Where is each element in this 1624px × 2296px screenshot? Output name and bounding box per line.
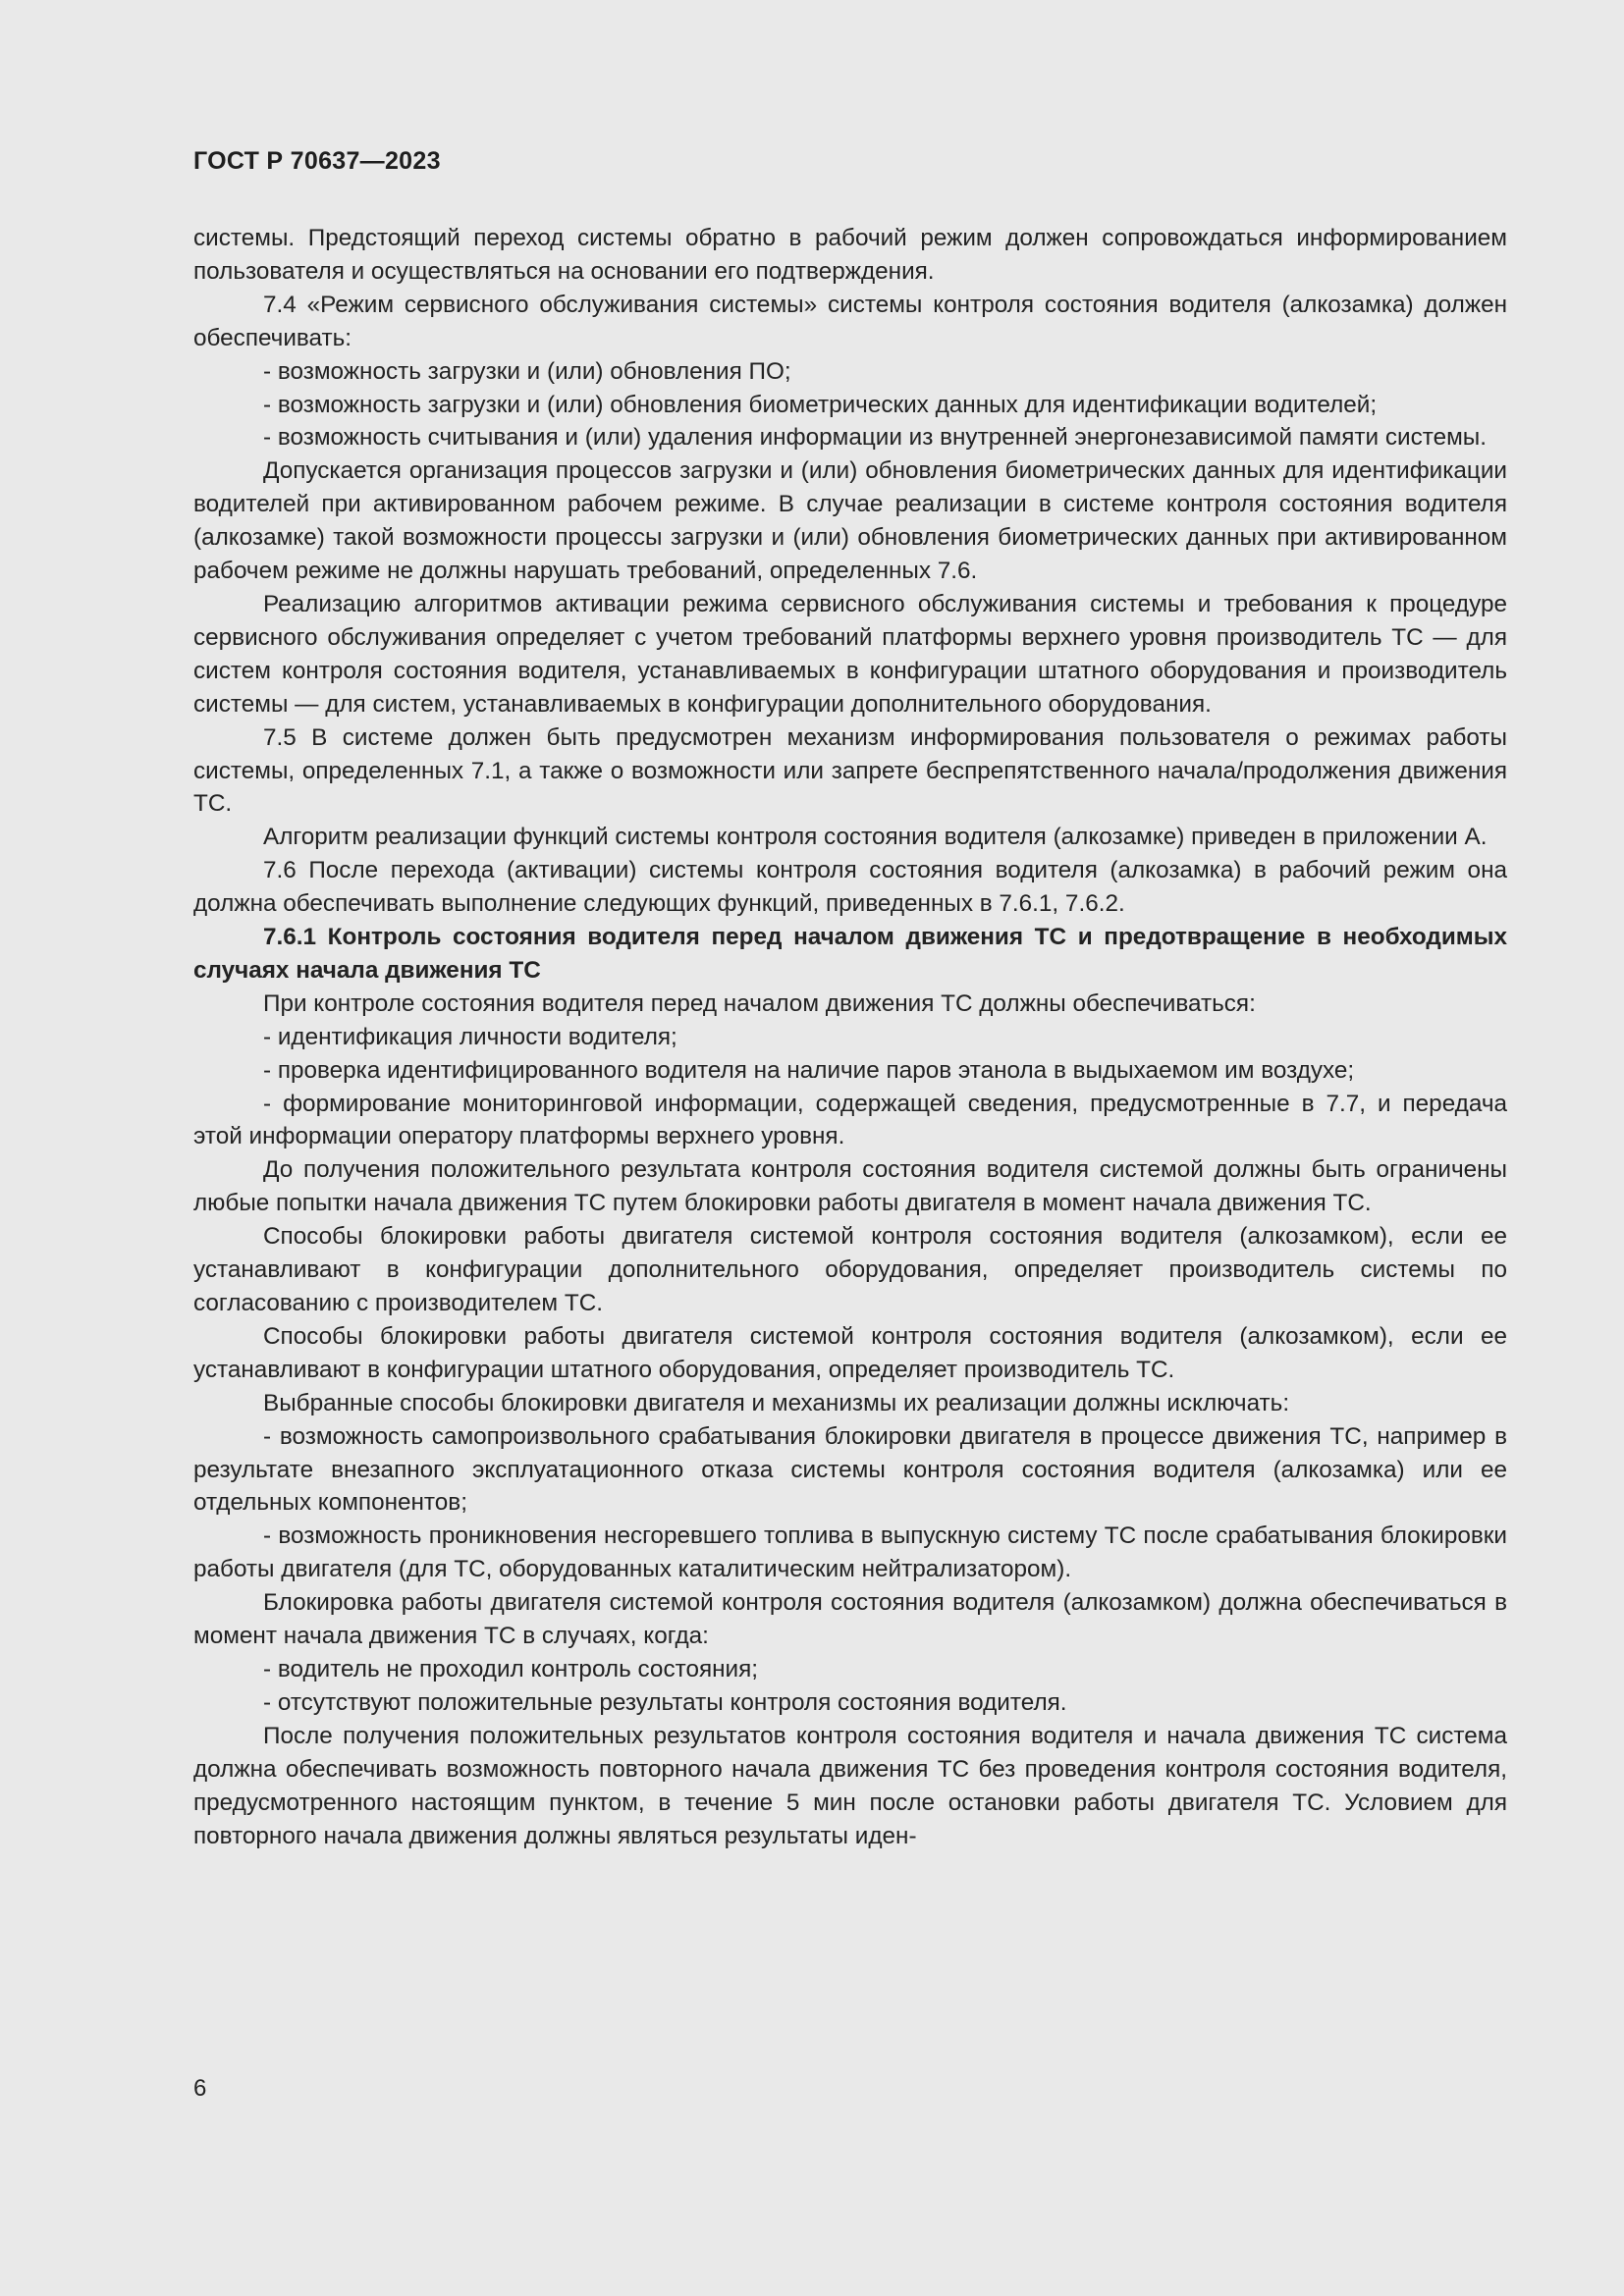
list-item: - возможность загрузки и (или) обновления ПО; [263, 357, 791, 385]
clause-7-5: 7.5 В системе должен быть предусмотрен механизм информирования пользователя о режимах работы системы, определенных 7.1, а также о возможности или запрете беспрепятственного начала/продолжения движения ТС. [193, 723, 1507, 818]
list-item: - возможность самопроизвольного срабатывания блокировки двигателя в процессе движения ТС, например в результате внезапного эксплуатационного отказа системы контроля состояния водителя (алкозамка) или ее отдельных компонентов; [193, 1422, 1507, 1517]
clause-7-4: 7.4 «Режим сервисного обслуживания системы» системы контроля состояния водителя (алкозамка) должен обеспечивать: [193, 291, 1507, 351]
paragraph: Выбранные способы блокировки двигателя и механизмы их реализации должны исключать: [263, 1389, 1290, 1416]
list-item: - идентификация личности водителя; [263, 1023, 677, 1050]
document-body [193, 222, 1507, 1852]
list-item: - возможность загрузки и (или) обновления биометрических данных для идентификации водителей; [263, 391, 1378, 418]
paragraph: Допускается организация процессов загрузки и (или) обновления биометрических данных для идентификации водителей при активированном рабочем режиме. В случае реализации в системе контроля состояния водителя (алкозамке) такой возможности процессы загрузки и (или) обновления биометрических данных при активированном рабочем режиме не должны нарушать требований, определенных 7.6. [193, 457, 1507, 585]
paragraph: Блокировка работы двигателя системой контроля состояния водителя (алкозамком) должна обеспечиваться в момент начала движения ТС в случаях, когда: [193, 1589, 1507, 1650]
paragraph: После получения положительных результатов контроля состояния водителя и начала движения ТС система должна обеспечивать возможность повторного начала движения ТС без проведения контроля состояния водителя, предусмотренного настоящим пунктом, в течение 5 мин после остановки работы двигателя ТС. Условием для повторного начала движения должны являться результаты иден- [193, 1722, 1507, 1849]
document-header: ГОСТ Р 70637—2023 [193, 147, 441, 175]
clause-7-6: 7.6 После перехода (активации) системы контроля состояния водителя (алкозамка) в рабочий режим она должна обеспечивать выполнение следующих функций, приведенных в 7.6.1, 7.6.2. [193, 857, 1507, 918]
paragraph: При контроле состояния водителя перед началом движения ТС должны обеспечиваться: [263, 989, 1256, 1017]
list-item: - проверка идентифицированного водителя на наличие паров этанола в выдыхаемом им воздухе; [263, 1056, 1355, 1084]
list-item: - формирование мониторинговой информации, содержащей сведения, предусмотренные в 7.7, и передача этой информации оператору платформы верхнего уровня. [193, 1090, 1507, 1150]
paragraph: Способы блокировки работы двигателя системой контроля состояния водителя (алкозамком), если ее устанавливают в конфигурации дополнительного оборудования, определяет производитель системы по согласованию с производителем ТС. [193, 1223, 1507, 1316]
paragraph: Алгоритм реализации функций системы контроля состояния водителя (алкозамке) приведен в приложении А. [263, 824, 1488, 851]
list-item: - водитель не проходил контроль состояния; [263, 1655, 759, 1682]
paragraph: До получения положительного результата контроля состояния водителя системой должны быть ограничены любые попытки начала движения ТС путем блокировки работы двигателя в момент начала движения ТС. [193, 1156, 1507, 1217]
paragraph: Способы блокировки работы двигателя системой контроля состояния водителя (алкозамком), если ее устанавливают в конфигурации штатного оборудования, определяет производитель ТС. [193, 1322, 1507, 1383]
list-item: - возможность проникновения несгоревшего топлива в выпускную систему ТС после срабатывания блокировки работы двигателя (для ТС, оборудованных каталитическим нейтрализатором). [193, 1522, 1507, 1583]
paragraph: Реализацию алгоритмов активации режима сервисного обслуживания системы и требования к процедуре сервисного обслуживания определяет с учетом требований платформы верхнего уровня производитель ТС — для систем контроля состояния водителя, устанавливаемых в конфигурации штатного оборудования и производитель системы — для систем, устанавливаемых в конфигурации дополнительного оборудования. [193, 590, 1507, 718]
page-number: 6 [193, 2075, 207, 2102]
paragraph: системы. Предстоящий переход системы обратно в рабочий режим должен сопровождаться информированием пользователя и осуществляться на основании его подтверждения. [193, 225, 1507, 285]
list-item: - отсутствуют положительные результаты контроля состояния водителя. [263, 1688, 1067, 1716]
subclause-heading-7-6-1: 7.6.1 Контроль состояния водителя перед началом движения ТС и предотвращение в необходимых случаях начала движения ТС [193, 924, 1507, 984]
list-item: - возможность считывания и (или) удаления информации из внутренней энергонезависимой памяти системы. [263, 424, 1488, 452]
